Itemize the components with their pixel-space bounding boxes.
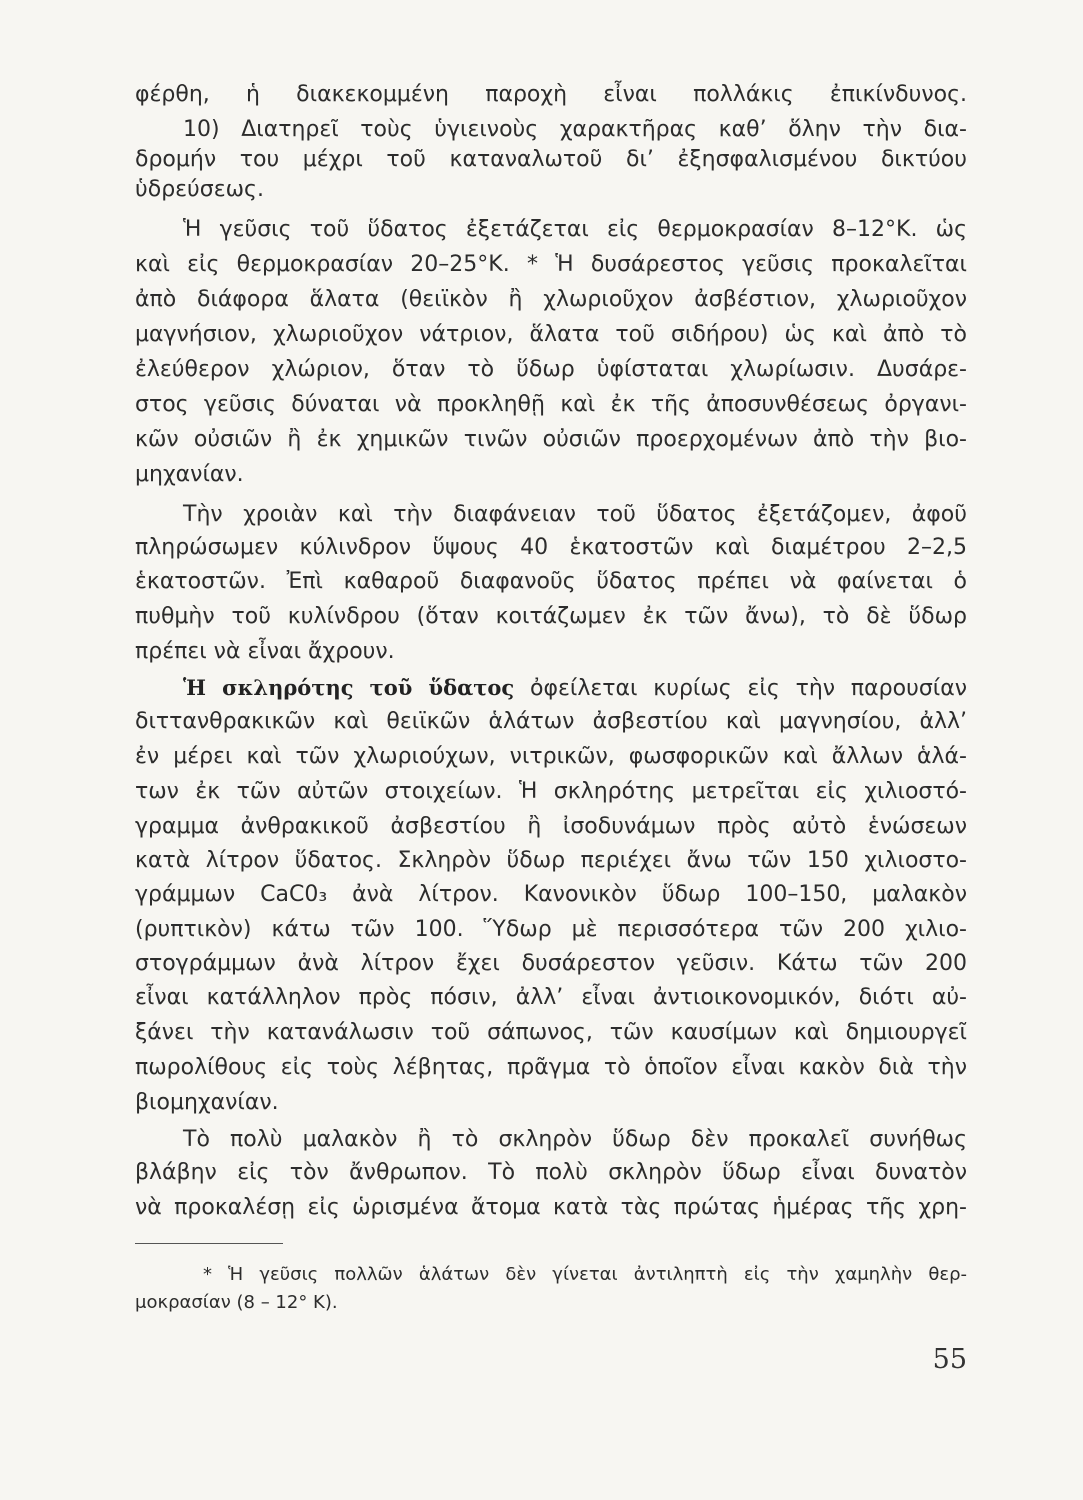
text-line: 10) Διατηρεῖ τοὺς ὑγιεινοὺς χαρακτῆρας καθ’ ὅλην τὴν δια- <box>183 117 967 142</box>
text-line: εἶναι κατάλληλον πρὸς πόσιν, ἀλλ’ εἶναι ἀντιοικονομικόν, διότι αὐ- <box>135 985 967 1010</box>
text-line: στογράμμων ἀνὰ λίτρον ἔχει δυσάρεστον γεῦσιν. Κάτω τῶν 200 <box>135 951 967 976</box>
text-line <box>183 671 967 705</box>
bold-run-in-heading: Ἡ σκληρότης τοῦ ὕδατος <box>183 675 515 700</box>
text-line: μαγνήσιον, χλωριοῦχον νάτριον, ἅλατα τοῦ σιδήρου) ὡς καὶ ἀπὸ τὸ <box>135 322 967 347</box>
text-line: μηχανίαν. <box>135 462 244 487</box>
text-line: βιομηχανίαν. <box>135 1090 279 1115</box>
text-line: Τὴν χροιὰν καὶ τὴν διαφάνειαν τοῦ ὕδατος ἐξετάζομεν, ἀφοῦ <box>183 502 967 527</box>
text-line: καὶ εἰς θερμοκρασίαν 20–25°Κ. * Ἡ δυσάρεστος γεῦσις προκαλεῖται <box>135 252 967 277</box>
text-line: ἐλεύθερον χλώριον, ὅταν τὸ ὕδωρ ὑφίσταται χλωρίωσιν. Δυσάρε- <box>135 357 967 382</box>
text-line: Τὸ πολὺ μαλακὸν ἢ τὸ σκληρὸν ὕδωρ δὲν προκαλεῖ συνήθως <box>183 1127 967 1152</box>
text-line: διττανθρακικῶν καὶ θειϊκῶν ἁλάτων ἀσβεστίου καὶ μαγνησίου, ἀλλ’ <box>135 709 967 734</box>
text-line: ὑδρεύσεως. <box>135 177 264 202</box>
text-line: δρομήν του μέχρι τοῦ καταναλωτοῦ δι’ ἐξησφαλισμένου δικτύου <box>135 147 967 172</box>
text-line: Ἡ γεῦσις τοῦ ὕδατος ἐξετάζεται εἰς θερμοκρασίαν 8–12°Κ. ὡς <box>183 217 967 242</box>
text-line: γραμμα ἀνθρακικοῦ ἀσβεστίου ἢ ἰσοδυνάμων πρὸς αὐτὸ ἑνώσεων <box>135 814 967 839</box>
text-line: βλάβην εἰς τὸν ἄνθρωπον. Τὸ πολὺ σκληρὸν ὕδωρ εἶναι δυνατὸν <box>135 1160 967 1185</box>
text-line: ἑκατοστῶν. Ἐπὶ καθαροῦ διαφανοῦς ὕδατος πρέπει νὰ φαίνεται ὁ <box>135 569 967 594</box>
text-line: πληρώσωμεν κύλινδρον ὕψους 40 ἑκατοστῶν καὶ διαμέτρου 2–2,5 <box>135 535 967 560</box>
text-line: των ἐκ τῶν αὐτῶν στοιχείων. Ἡ σκληρότης μετρεῖται εἰς χιλιοστό- <box>135 779 967 804</box>
text-run: ὀφείλεται κυρίως εἰς τὴν παρουσίαν <box>530 676 967 701</box>
text-line: γράμμων CaC0₃ ἀνὰ λίτρον. Κανονικὸν ὕδωρ 100–150, μαλακὸν <box>135 882 967 907</box>
text-line: φέρθη, ἡ διακεκομμένη παροχὴ εἶναι πολλάκις ἐπικίνδυνος. <box>135 82 967 107</box>
text-line: κῶν οὐσιῶν ἢ ἐκ χημικῶν τινῶν οὐσιῶν προερχομένων ἀπὸ τὴν βιο- <box>135 427 967 452</box>
page-number: 55 <box>932 1344 967 1375</box>
text-line: ἀπὸ διάφορα ἅλατα (θειϊκὸν ἢ χλωριοῦχον ἀσβέστιον, χλωριοῦχον <box>135 287 967 312</box>
text-line: ἐν μέρει καὶ τῶν χλωριούχων, νιτρικῶν, φωσφορικῶν καὶ ἄλλων ἁλά- <box>135 744 967 769</box>
text-line: (ρυπτικὸν) κάτω τῶν 100. Ὕδωρ μὲ περισσότερα τῶν 200 χιλιο- <box>135 917 967 942</box>
text-line: νὰ προκαλέσῃ εἰς ὡρισμένα ἄτομα κατὰ τὰς πρώτας ἡμέρας τῆς χρη- <box>135 1195 967 1220</box>
text-line: κατὰ λίτρον ὕδατος. Σκληρὸν ὕδωρ περιέχει ἄνω τῶν 150 χιλιοστο- <box>135 848 967 873</box>
footnote-line: * Ἡ γεῦσις πολλῶν ἁλάτων δὲν γίνεται ἀντιληπτὴ εἰς τὴν χαμηλὴν θερ- <box>203 1264 967 1285</box>
footnote-line: μοκρασίαν (8 – 12° Κ). <box>135 1292 338 1313</box>
text-line: στος γεῦσις δύναται νὰ προκληθῇ καὶ ἐκ τῆς ἀποσυνθέσεως ὀργανι- <box>135 392 967 417</box>
text-line: ξάνει τὴν κατανάλωσιν τοῦ σάπωνος, τῶν καυσίμων καὶ δημιουργεῖ <box>135 1020 967 1045</box>
text-line: πωρολίθους εἰς τοὺς λέβητας, πρᾶγμα τὸ ὁποῖον εἶναι κακὸν διὰ τὴν <box>135 1055 967 1080</box>
text-line: πρέπει νὰ εἶναι ἄχρουν. <box>135 639 395 664</box>
footnote-rule <box>135 1243 283 1244</box>
text-line: πυθμὴν τοῦ κυλίνδρου (ὅταν κοιτάζωμεν ἐκ τῶν ἄνω), τὸ δὲ ὕδωρ <box>135 604 967 629</box>
